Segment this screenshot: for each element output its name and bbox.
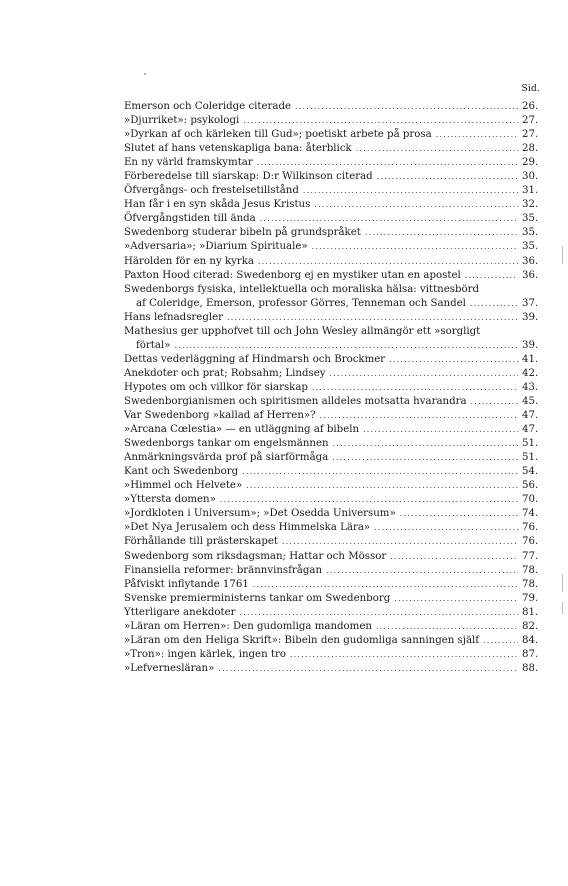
dot-leader (465, 269, 518, 283)
toc-entry-row (124, 634, 544, 648)
toc-entry-title: Var Swedenborg »kallad af Herren»? (124, 410, 316, 422)
toc-entry-row (124, 423, 544, 437)
toc-entry-row (124, 367, 544, 381)
toc-entry (124, 170, 544, 184)
dot-leader (246, 479, 518, 493)
toc-entry-page-number: 35. (522, 241, 539, 253)
toc-entry-row (124, 507, 544, 521)
toc-entry (124, 100, 544, 114)
toc-entry-page-number: 88. (522, 662, 539, 674)
toc-entry-title: Svenske premierministerns tankar om Swedenborg (124, 592, 391, 604)
toc-entry-title: Swedenborgs tankar om engelsmännen (124, 438, 329, 450)
dot-leader (363, 423, 518, 437)
toc-entry-row (124, 606, 544, 620)
toc-entry-row (124, 114, 544, 128)
toc-entry-title: Öfvergångstiden till ända (124, 213, 256, 225)
toc-entry (124, 564, 544, 578)
toc-entry (124, 226, 544, 240)
toc-entry-title-line: Mathesius ger upphofvet till och John Wesley allmängör ett »sorgligt (124, 325, 481, 337)
toc-entry (124, 423, 544, 437)
toc-entry-title: »Läran om Herren»: Den gudomliga mandomen (124, 620, 372, 632)
toc-entry-row (124, 226, 544, 240)
dot-leader (365, 226, 518, 240)
toc-entry-title: Härolden för en ny kyrka (124, 255, 255, 267)
dot-leader (257, 156, 518, 170)
toc-entry-page-number: 82. (522, 620, 539, 632)
toc-entry-title: »Yttersta domen» (124, 494, 216, 506)
dot-leader (333, 437, 518, 451)
toc-entry-title: Dettas vederläggning af Hindmarsh och Brockmer (124, 353, 386, 365)
page-edge-mark (562, 246, 563, 264)
dot-leader (377, 170, 518, 184)
toc-entry-page-number: 54. (522, 466, 539, 478)
toc-entry-row (124, 437, 544, 451)
toc-entry (124, 142, 544, 156)
dot-leader (290, 648, 518, 662)
toc-entry-title: »Lefvernesläran» (124, 662, 215, 674)
toc-entry (124, 240, 544, 254)
dot-leader (218, 662, 518, 676)
toc-entry (124, 592, 544, 606)
toc-entry (124, 620, 544, 634)
toc-entry-row (124, 578, 544, 592)
dot-leader (394, 592, 518, 606)
dot-leader (312, 240, 518, 254)
dot-leader (483, 634, 518, 648)
toc-entry-page-number: 56. (522, 480, 539, 492)
toc-entry-title: Påfviskt inflytande 1761 (124, 578, 249, 590)
toc-entry (124, 212, 544, 226)
toc-entry (124, 156, 544, 170)
toc-entry (124, 311, 544, 325)
toc-entry (124, 184, 544, 198)
toc-entry-page-number: 77. (522, 550, 539, 562)
dot-leader (471, 395, 518, 409)
toc-entry (124, 255, 544, 269)
toc-entry-page-number: 51. (522, 438, 539, 450)
toc-entry-title: Swedenborg som riksdagsman; Hattar och Mössor (124, 550, 387, 562)
toc-entry-page-number: 31. (522, 185, 539, 197)
dot-leader (470, 297, 518, 311)
toc-entry-row (124, 620, 544, 634)
toc-entry-page-number: 32. (522, 199, 539, 211)
toc-entry-title: Emerson och Coleridge citerade (124, 101, 292, 112)
toc-entry-page-number: 42. (522, 367, 539, 379)
toc-entry-title: Slutet af hans vetenskapliga bana: återblick (124, 143, 352, 155)
toc-entry-page-number: 78. (522, 578, 539, 590)
toc-entry (124, 114, 544, 128)
dot-leader (243, 114, 518, 128)
toc-entry-title: »Arcana Cœlestia» — en utläggning af bibeln (124, 424, 360, 436)
toc-entry-title: »Jordkloten i Universum»; »Det Osedda Universum» (124, 508, 396, 520)
toc-entry-row (124, 297, 544, 311)
dot-leader (312, 381, 518, 395)
dot-leader (320, 409, 518, 423)
toc-entry-page-number: 35. (522, 227, 539, 239)
dot-leader (332, 451, 518, 465)
toc-entry-page-number: 84. (522, 634, 539, 646)
toc-entry-page-number: 35. (522, 213, 539, 225)
toc-entry-page-number: 36. (522, 269, 539, 281)
toc-entry-title: En ny värld framskymtar (124, 157, 253, 169)
toc-entry-title: Han får i en syn skåda Jesus Kristus (124, 199, 311, 211)
dot-leader (436, 128, 518, 142)
dot-leader (303, 184, 518, 198)
toc-entry-page-number: 29. (522, 157, 539, 169)
page-column-header: Sid. (521, 84, 540, 94)
toc-entry-row (124, 339, 544, 353)
toc-entry-title: Ytterligare anekdoter (124, 606, 236, 618)
table-of-contents (124, 100, 544, 676)
toc-entry (124, 535, 544, 549)
toc-entry (124, 381, 544, 395)
toc-entry (124, 269, 544, 283)
toc-entry (124, 550, 544, 564)
toc-entry-row (124, 550, 544, 564)
toc-entry-page-number: 76. (522, 536, 539, 548)
toc-entry-title: Kant och Swedenborg (124, 466, 239, 478)
dot-leader (400, 507, 518, 521)
toc-entry-title: Öfvergångs- och frestelsetillstånd (124, 185, 299, 197)
toc-entry-page-number: 30. (522, 171, 539, 183)
toc-entry-row (124, 662, 544, 676)
toc-entry-title: Finansiella reformer: brännvinsfrågan (124, 564, 323, 576)
toc-entry-title: Anekdoter och prat; Robsahm; Lindsey (124, 367, 326, 379)
toc-entry-row (124, 198, 544, 212)
toc-entry-page-number: 36. (522, 255, 539, 267)
dot-leader (220, 493, 518, 507)
toc-entry-row (124, 493, 544, 507)
toc-entry-page-number: 78. (522, 564, 539, 576)
toc-entry-row (124, 381, 544, 395)
toc-entry-title: af Coleridge, Emerson, professor Görres, Tenneman och Sandel (136, 297, 466, 309)
toc-entry (124, 451, 544, 465)
dot-leader (356, 142, 518, 156)
toc-entry-title: »Adversaria»; »Diarium Spirituale» (124, 241, 308, 253)
toc-entry-row (124, 240, 544, 254)
toc-entry (124, 479, 544, 493)
dot-leader (326, 564, 518, 578)
page-edge-mark (562, 574, 563, 592)
toc-entry-page-number: 26. (522, 101, 539, 112)
dot-leader (282, 535, 518, 549)
toc-entry-row (124, 184, 544, 198)
toc-entry-page-number: 47. (522, 424, 539, 436)
toc-entry-title: »Dyrkan af och kärleken till Gud»; poetiskt arbete på prosa (124, 129, 432, 141)
toc-entry (124, 128, 544, 142)
toc-entry-page-number: 76. (522, 522, 539, 534)
toc-entry (124, 493, 544, 507)
toc-entry (124, 507, 544, 521)
stray-ink-mark (144, 73, 146, 75)
toc-entry-title-line: Swedenborgs fysiska, intellektuella och moraliska hälsa: vittnesbörd (124, 283, 480, 295)
dot-leader (330, 367, 518, 381)
toc-entry-page-number: 43. (522, 381, 539, 393)
toc-entry-title: »Djurriket»: psykologi (124, 115, 240, 127)
toc-entry-page-number: 41. (522, 353, 539, 365)
toc-entry-row (124, 521, 544, 535)
toc-entry (124, 353, 544, 367)
toc-entry-title: Förberedelse till siarskap: D:r Wilkinson citerad (124, 171, 373, 183)
toc-entry-page-number: 28. (522, 143, 539, 155)
toc-entry-page-number: 27. (522, 129, 539, 141)
toc-entry (124, 437, 544, 451)
toc-entry-row (124, 128, 544, 142)
toc-entry-row (124, 564, 544, 578)
dot-leader (314, 198, 518, 212)
toc-entry (124, 578, 544, 592)
toc-entry-page-number: 47. (522, 410, 539, 422)
toc-entry (124, 521, 544, 535)
toc-entry-row (124, 353, 544, 367)
toc-entry-row (124, 311, 544, 325)
toc-entry (124, 606, 544, 620)
toc-entry-row (124, 465, 544, 479)
toc-entry-page-number: 39. (522, 311, 539, 323)
toc-entry (124, 409, 544, 423)
toc-entry-page-number: 37. (522, 297, 539, 309)
toc-entry-page-number: 70. (522, 494, 539, 506)
toc-entry (124, 367, 544, 381)
toc-entry-title: Förhållande till prästerskapet (124, 536, 279, 548)
toc-entry-title: förtal» (136, 339, 171, 351)
dot-leader (260, 212, 518, 226)
toc-entry-title: »Himmel och Helvete» (124, 480, 243, 492)
toc-entry-row (124, 142, 544, 156)
dot-leader (295, 100, 518, 114)
dot-leader (242, 465, 518, 479)
toc-entry-row (124, 255, 544, 269)
toc-entry-title: Swedenborg studerar bibeln på grundspråket (124, 227, 361, 239)
toc-entry (124, 198, 544, 212)
toc-entry-page-number: 27. (522, 115, 539, 127)
toc-entry-title: Paxton Hood citerad: Swedenborg ej en mystiker utan en apostel (124, 269, 461, 281)
toc-entry-title: Hans lefnadsregler (124, 311, 224, 323)
dot-leader (253, 578, 518, 592)
toc-entry (124, 648, 544, 662)
toc-entry (124, 283, 544, 311)
dot-leader (389, 353, 518, 367)
toc-entry-page-number: 81. (522, 606, 539, 618)
toc-entry-page-number: 79. (522, 592, 539, 604)
page-edge-mark (562, 602, 563, 614)
toc-entry-title: Hypotes om och villkor för siarskap (124, 381, 308, 393)
toc-entry-title: »Tron»: ingen kärlek, ingen tro (124, 648, 286, 660)
toc-entry-row (124, 212, 544, 226)
toc-entry-page-number: 45. (522, 395, 539, 407)
dot-leader (374, 521, 518, 535)
dot-leader (174, 339, 518, 353)
toc-entry-row (124, 409, 544, 423)
toc-entry-row (124, 535, 544, 549)
toc-entry-title: »Läran om den Heliga Skrift»: Bibeln den gudomliga sanningen själf (124, 634, 480, 646)
toc-entry-row (124, 100, 544, 114)
toc-entry-row (124, 592, 544, 606)
toc-entry-row (124, 479, 544, 493)
toc-entry-page-number: 74. (522, 508, 539, 520)
toc-entry (124, 662, 544, 676)
toc-entry-row (124, 451, 544, 465)
toc-entry-row (124, 395, 544, 409)
dot-leader (227, 311, 518, 325)
dot-leader (390, 550, 518, 564)
toc-entry-row (124, 269, 544, 283)
toc-entry (124, 634, 544, 648)
dot-leader (376, 620, 518, 634)
toc-entry-title: Swedenborgianismen och spiritismen alldeles motsatta hvarandra (124, 395, 467, 407)
toc-entry (124, 395, 544, 409)
toc-entry-title: »Det Nya Jerusalem och dess Himmelska Lära» (124, 522, 371, 534)
toc-entry (124, 465, 544, 479)
toc-entry (124, 325, 544, 353)
toc-entry-title: Anmärkningsvärda prof på siarförmåga (124, 452, 329, 464)
dot-leader (258, 255, 518, 269)
toc-entry-row (124, 648, 544, 662)
toc-entry-row (124, 170, 544, 184)
toc-entry-page-number: 87. (522, 648, 539, 660)
dot-leader (240, 606, 518, 620)
toc-entry-page-number: 51. (522, 452, 539, 464)
toc-entry-row (124, 156, 544, 170)
toc-entry-page-number: 39. (522, 339, 539, 351)
